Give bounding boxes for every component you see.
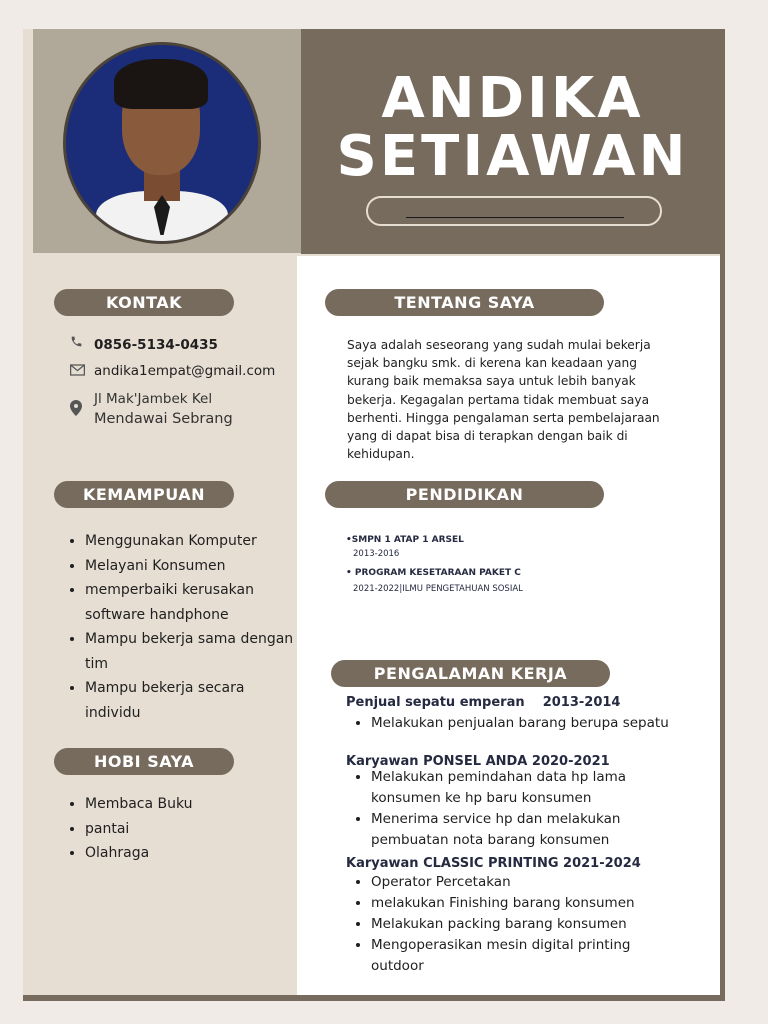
education-item-1	[346, 533, 464, 561]
list-item: • Olahraga	[85, 841, 295, 866]
job-duties-1	[352, 713, 681, 734]
section-skills: KEMAMPUAN	[54, 481, 234, 508]
name-underline-pill	[366, 196, 662, 226]
list-item: • melakukan Finishing barang konsumen	[371, 893, 681, 914]
list-item: • Melayani Konsumen	[85, 554, 295, 579]
section-education: PENDIDIKAN	[325, 481, 604, 508]
job-duties-2	[352, 767, 681, 851]
page-shadow-bottom	[23, 995, 725, 1001]
profile-photo	[63, 42, 261, 244]
list-item: • Mampu bekerja secara individu	[85, 676, 295, 725]
first-name: ANDIKA	[381, 66, 644, 131]
mail-icon	[70, 364, 86, 380]
school-name: • PROGRAM KESETARAAN PAKET C	[346, 568, 521, 578]
school-name: •SMPN 1 ATAP 1 ARSEL	[346, 535, 464, 545]
section-contact: KONTAK	[54, 289, 234, 316]
phone-text: 0856-5134-0435	[94, 337, 218, 353]
hobbies-list	[67, 792, 295, 866]
school-detail: 2021-2022|ILMU PENGETAHUAN SOSIAL	[353, 584, 523, 594]
phone-icon	[70, 335, 86, 351]
list-item: • Operator Percetakan	[371, 872, 681, 893]
location-pin-icon	[70, 400, 86, 416]
job-duties-3	[352, 872, 681, 977]
full-name	[301, 66, 724, 189]
address-line-2: Mendawai Sebrang	[94, 411, 233, 427]
list-item: • pantai	[85, 817, 295, 842]
list-item: • Mampu bekerja sama dengan tim	[85, 627, 295, 676]
list-item: • Menggunakan Komputer	[85, 529, 295, 554]
school-detail: 2013-2016	[353, 549, 400, 559]
section-about: TENTANG SAYA	[325, 289, 604, 316]
job-title-2: Karyawan PONSEL ANDA 2020-2021	[346, 754, 610, 769]
section-hobbies: HOBI SAYA	[54, 748, 234, 775]
about-text: Saya adalah seseorang yang sudah mulai bekerja sejak bangku smk. di kerena kan keadaan yang kurang baik memaksa saya untuk lebih banyak bekerja. Kegagalan pertama tidak membuat saya berhenti. Hingga pengalaman serta pembelajaraan yang di dapat bisa di terapkan dengan baik di kehidupan.	[347, 338, 660, 462]
education-item-2	[346, 566, 523, 596]
section-experience: PENGALAMAN KERJA	[331, 660, 610, 687]
list-item: • Membaca Buku	[85, 792, 295, 817]
job-title-1: Penjual sepatu emperan 2013-2014	[346, 695, 621, 710]
address-line-1: Jl Mak'Jambek Kel	[94, 391, 213, 407]
list-item: • Melakukan pemindahan data hp lama konsumen ke hp baru konsumen	[371, 767, 681, 809]
email-text: andika1empat@gmail.com	[94, 363, 276, 379]
job-title-3: Karyawan CLASSIC PRINTING 2021-2024	[346, 856, 641, 871]
list-item: • Melakukan packing barang konsumen	[371, 914, 681, 935]
list-item: • memperbaiki kerusakan software handphone	[85, 578, 295, 627]
list-item: • Melakukan penjualan barang berupa sepatu	[371, 713, 681, 734]
list-item: • Menerima service hp dan melakukan pembuatan nota barang konsumen	[371, 809, 681, 851]
skills-list	[67, 529, 295, 725]
list-item: • Mengoperasikan mesin digital printing outdoor	[371, 935, 681, 977]
last-name: SETIAWAN	[336, 124, 689, 189]
